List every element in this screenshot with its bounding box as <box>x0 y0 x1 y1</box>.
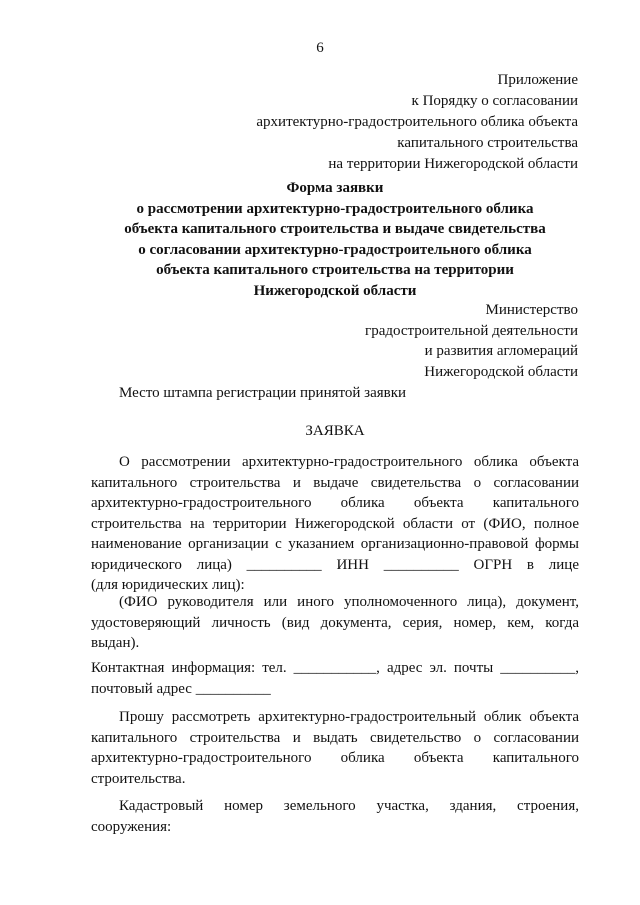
paragraph-line: удостоверяющий личность (вид документа, серия, номер, кем, когда <box>91 614 579 631</box>
paragraph-line: строительства. <box>91 770 186 787</box>
paragraph-line: (для юридических лиц): <box>91 577 245 593</box>
stamp-placeholder: Место штампа регистрации принятой заявки <box>119 385 407 401</box>
form-title-line: о согласовании архитектурно-градостроительного облика <box>138 241 532 258</box>
addressee-line: Министерство <box>485 302 578 318</box>
form-title-line: объекта капитального строительства на территории <box>156 262 514 278</box>
addressee-block <box>365 300 578 382</box>
addressee-line: градостроительной деятельности <box>365 322 578 339</box>
paragraph-contacts <box>91 658 579 699</box>
paragraph-request <box>91 707 579 789</box>
paragraph-representative <box>91 592 579 654</box>
appendix-reference <box>256 70 578 175</box>
application-heading: ЗАЯВКА <box>305 423 365 439</box>
paragraph-line: наименование организации с указанием организационно-правовой формы <box>91 536 579 552</box>
paragraph-line: выдан). <box>91 635 140 651</box>
paragraph-line: Контактная информация: тел. ___________, адрес эл. почты __________, <box>91 660 579 676</box>
paragraph-line: капитального строительства и выдаче свидетельства о согласовании <box>91 474 579 491</box>
paragraph-line: Прошу рассмотреть архитектурно-градостроительный облик объекта <box>119 709 579 725</box>
paragraph-line: архитектурно-градостроительного облика объекта капитального <box>91 750 579 766</box>
paragraph-line: архитектурно-градостроительного облика объекта капитального <box>91 495 579 511</box>
appendix-line: к Порядку о согласовании <box>411 93 578 109</box>
form-title-line: о рассмотрении архитектурно-градостроительного облика <box>136 200 534 217</box>
paragraph-applicant <box>91 452 579 596</box>
paragraph-line: О рассмотрении архитектурно-градостроительного облика объекта <box>119 454 579 470</box>
paragraph-cadastral <box>91 796 579 837</box>
form-title <box>0 178 640 301</box>
paragraph-line: почтовый адрес __________ <box>91 680 271 697</box>
addressee-line: Нижегородской области <box>424 363 578 380</box>
form-title-line: Нижегородской области <box>253 282 417 299</box>
paragraph-line: сооружения: <box>91 818 172 835</box>
paragraph-line: капитального строительства и выдать свидетельство о согласовании <box>91 729 579 746</box>
paragraph-line: (ФИО руководителя или иного уполномоченного лица), документ, <box>119 594 579 610</box>
appendix-line: архитектурно-градостроительного облика объекта <box>256 114 578 130</box>
paragraph-line: Кадастровый номер земельного участка, здания, строения, <box>119 798 579 814</box>
paragraph-line: строительства на территории Нижегородской области от (ФИО, полное <box>91 515 579 532</box>
paragraph-line: юридического лица) __________ ИНН __________ ОГРН в лице <box>91 556 579 573</box>
appendix-line: капитального строительства <box>397 135 578 151</box>
appendix-line: на территории Нижегородской области <box>328 156 578 172</box>
addressee-line: и развития агломераций <box>424 343 578 359</box>
appendix-line: Приложение <box>497 72 578 88</box>
form-title-line: Форма заявки <box>286 180 384 196</box>
page-number: 6 <box>316 40 324 56</box>
form-title-line: объекта капитального строительства и выдаче свидетельства <box>124 221 546 237</box>
